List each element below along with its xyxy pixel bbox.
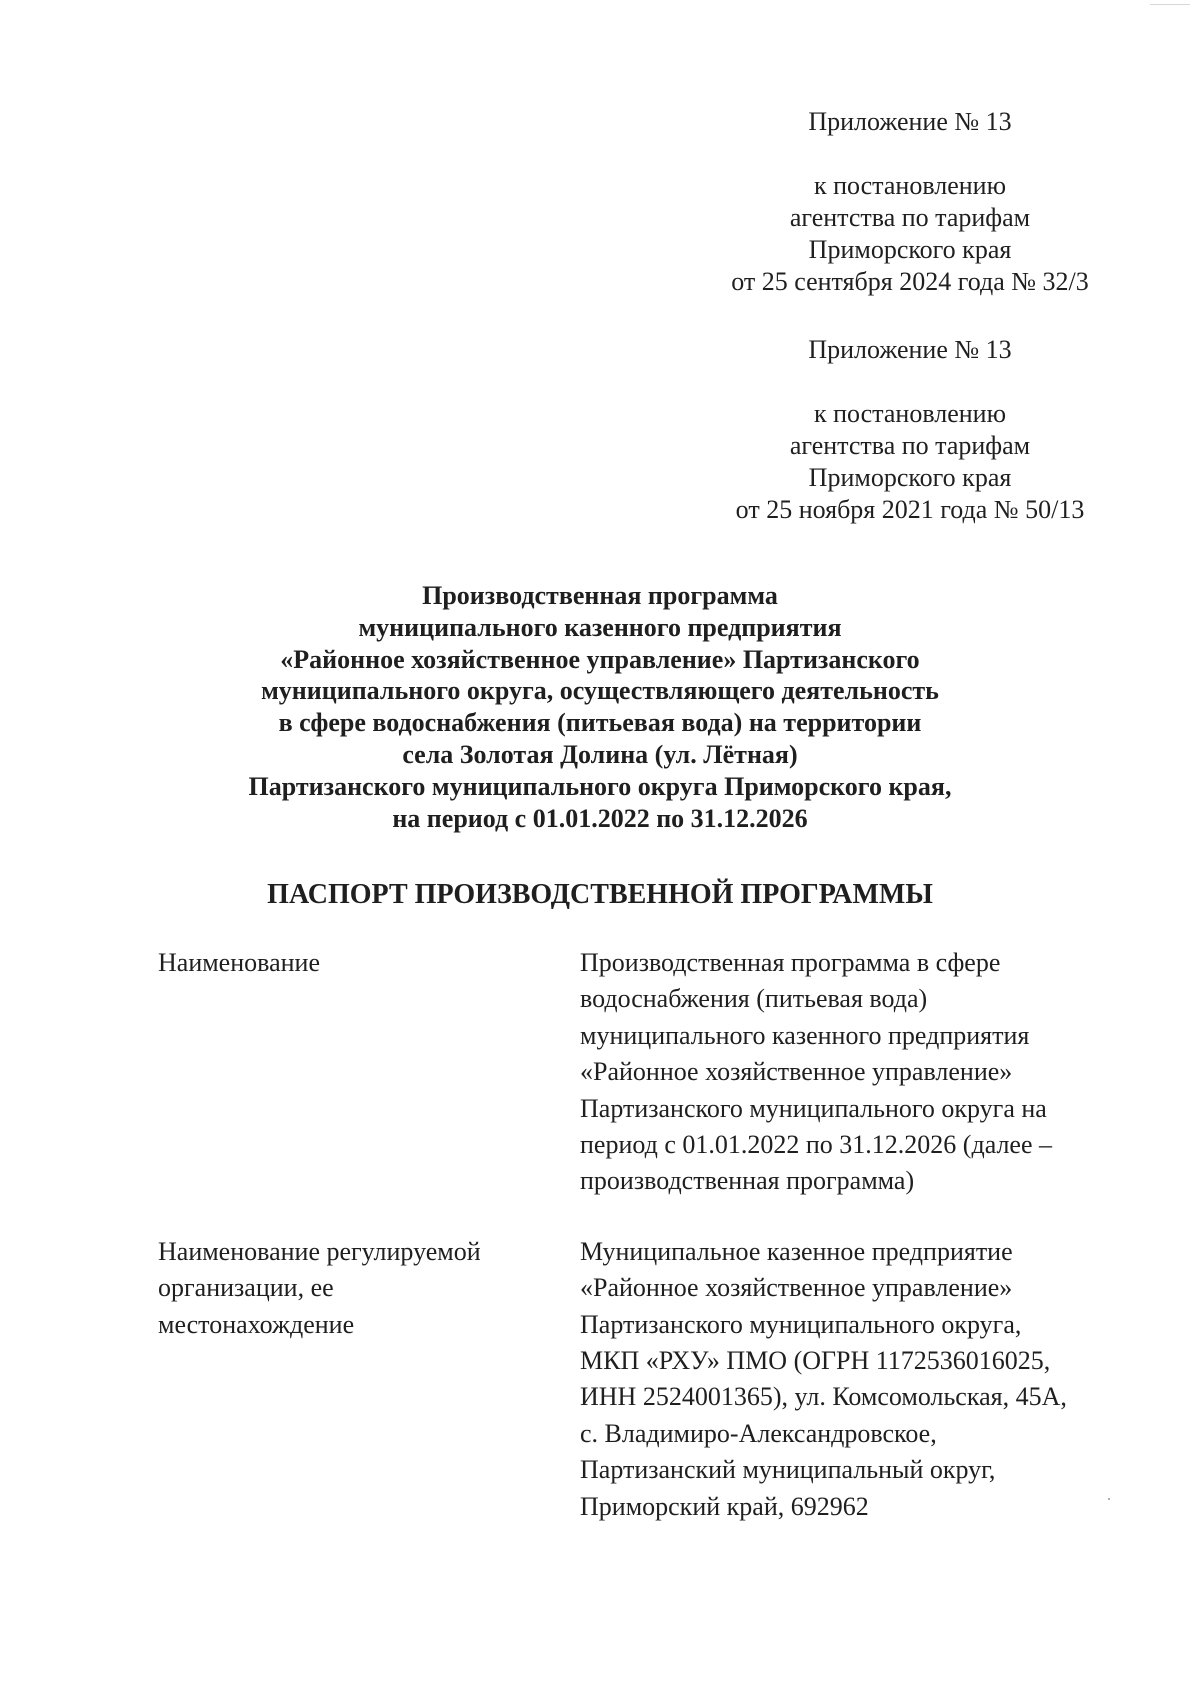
appendix-current-title: Приложение № 13 (808, 107, 1012, 136)
passport-table (158, 945, 1158, 1525)
passport-value-line: ИНН 2524001365), ул. Комсомольская, 45А, (580, 1382, 1067, 1412)
passport-row-label (158, 945, 580, 1200)
program-title-line: муниципального казенного предприятия (358, 612, 842, 642)
passport-value-line: «Районное хозяйственное управление» (580, 1057, 1013, 1087)
appendix-current-line: Приморского края (808, 235, 1012, 264)
program-title-line: Производственная программа (422, 581, 778, 610)
appendix-current (650, 106, 1170, 298)
passport-value-line: муниципального казенного предприятия (580, 1020, 1030, 1050)
program-title-line: Партизанского муниципального округа Приморского края, (248, 771, 952, 801)
appendix-previous-line: агентства по тарифам (789, 431, 1031, 460)
passport-value-line: Партизанский муниципальный округ, (580, 1455, 996, 1485)
program-title-line: «Районное хозяйственное управление» Партизанского (280, 644, 920, 674)
passport-label-line: Наименование (158, 948, 320, 977)
passport-value-line: водоснабжения (питьевая вода) (580, 984, 928, 1014)
passport-row-name (158, 945, 1158, 1200)
passport-value-line: производственная программа) (580, 1166, 915, 1196)
appendix-previous-line: от 25 ноября 2021 года № 50/13 (735, 495, 1085, 524)
program-title-line: на период с 01.01.2022 по 31.12.2026 (392, 803, 808, 833)
scan-speck (1150, 4, 1190, 5)
passport-value-line: Партизанского муниципального округа, (580, 1309, 1022, 1339)
appendix-current-line: к постановлению (813, 171, 1007, 200)
passport-value-line: Муниципальное казенное предприятие (580, 1236, 1013, 1266)
appendix-current-line: агентства по тарифам (789, 203, 1031, 232)
appendix-previous-line: к постановлению (813, 399, 1007, 428)
passport-value-line: «Районное хозяйственное управление» (580, 1273, 1013, 1303)
passport-label-line: местонахождение (158, 1309, 355, 1339)
scan-speck (1108, 1498, 1110, 1500)
passport-value-line: Приморский край, 692962 (580, 1491, 869, 1521)
appendix-previous-line: Приморского края (808, 463, 1012, 492)
passport-row-label (158, 1234, 580, 1525)
passport-value-line: период с 01.01.2022 по 31.12.2026 (далее – (580, 1130, 1053, 1160)
program-title-line: села Золотая Долина (ул. Лётная) (402, 739, 798, 769)
passport-value-line: Партизанского муниципального округа на (580, 1093, 1047, 1123)
passport-value-line: МКП «РХУ» ПМО (ОГРН 1172536016025, (580, 1346, 1051, 1376)
passport-label-line: организации, ее (158, 1273, 334, 1303)
passport-value-line: с. Владимиро-Александровское, (580, 1418, 937, 1448)
program-title-line: в сфере водоснабжения (питьевая вода) на территории (278, 708, 922, 738)
passport-label-line: Наименование регулируемой (158, 1236, 481, 1266)
appendix-previous-title: Приложение № 13 (808, 335, 1012, 364)
program-title-line: муниципального округа, осуществляющего деятельность (261, 676, 939, 706)
passport-row-value (580, 1234, 1158, 1525)
passport-row-value (580, 945, 1158, 1200)
passport-heading: ПАСПОРТ ПРОИЗВОДСТВЕННОЙ ПРОГРАММЫ (267, 879, 933, 910)
passport-value-line: Производственная программа в сфере (580, 948, 1001, 977)
appendix-previous (650, 334, 1170, 526)
passport-row-organization (158, 1234, 1158, 1525)
appendix-current-line: от 25 сентября 2024 года № 32/3 (731, 267, 1089, 296)
program-title (160, 580, 1040, 834)
